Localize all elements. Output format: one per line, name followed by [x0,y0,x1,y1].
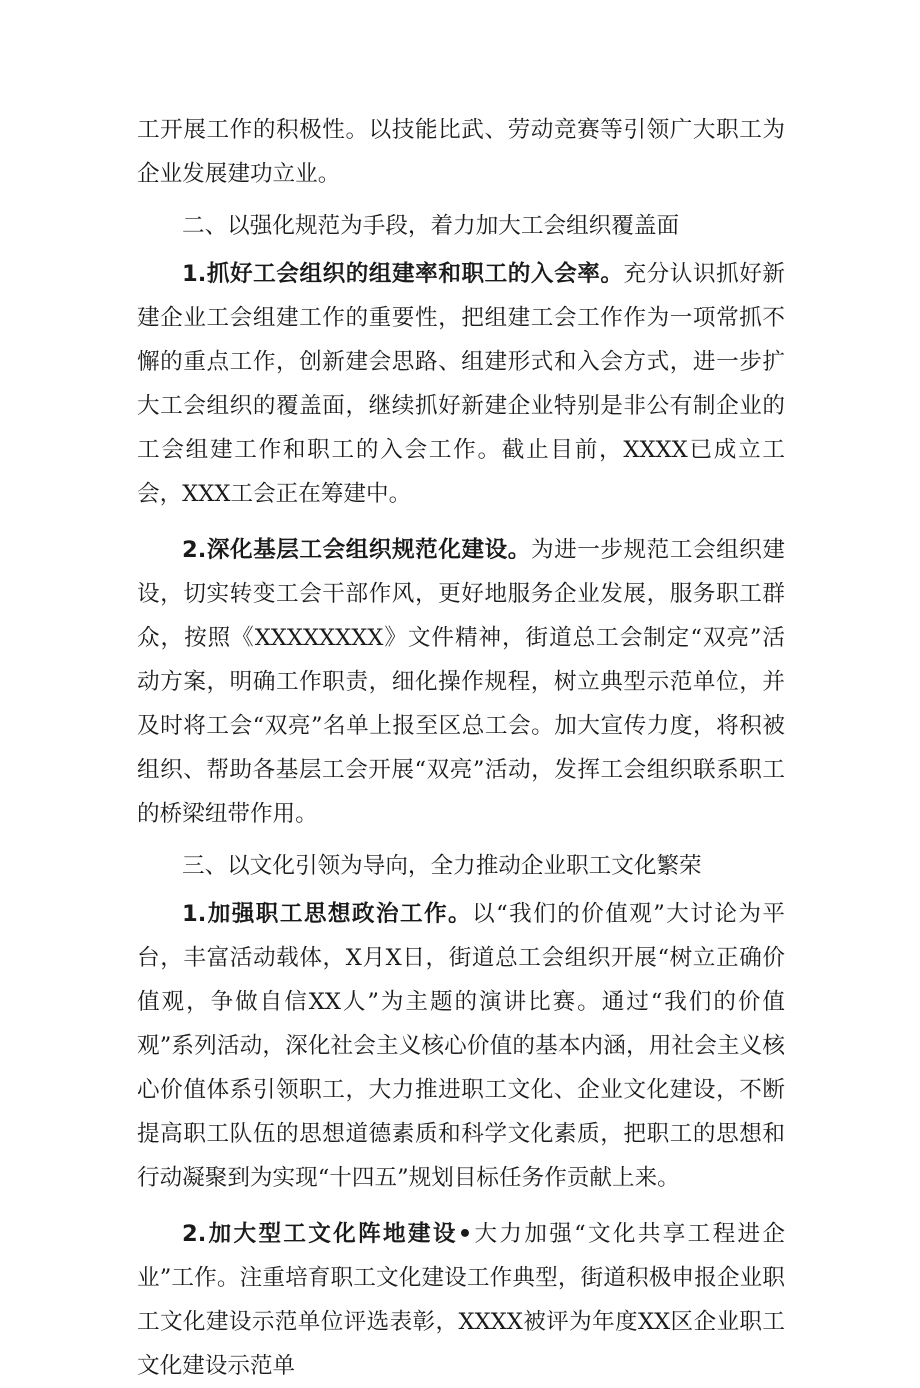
section-3-item-1-body: 以“我们的价值观”大讨论为平台，丰富活动载体，X月X日，街道总工会组织开展“树立正确价值观，争做自信XX人”为主题的演讲比赛。通过“我们的价值观”系列活动，深化社会主义核心价值的基本内涵，用社会主义核心价值体系引领职工，大力推进职工文化、企业文化建设，不断提高职工队伍的思想道德素质和科学文化素质，把职工的思想和行动凝聚到为实现“十四五”规划目标任务作贡献上来。 [137,901,785,1191]
section-2-item-2-title: 2.深化基层工会组织规范化建设。 [182,537,531,563]
section-2-paragraph-2 [137,528,785,836]
section-2-heading: 二、以强化规范为手段，着力加大工会组织覆盖面 [182,213,680,239]
intro-paragraph: 工开展工作的积极性。以技能比武、劳动竞赛等引领广大职工为企业发展建功立业。 [137,117,785,187]
section-3-item-2-body: 大力加强“文化共享工程进企业”工作。注重培育职工文化建设工作典型，街道积极申报企业职工文化建设示范单位评选表彰，XXXX被评为年度XX区企业职工文化建设示范单 [137,1221,785,1379]
section-3-item-2-title: 2.加大型工文化阵地建设• [182,1221,473,1247]
section-2-item-1-body: 充分认识抓好新建企业工会组建工作的重要性，把组建工会工作作为一项常抓不懈的重点工作，创新建会思路、组建形式和入会方式，进一步扩大工会组织的覆盖面，继续抓好新建企业特别是非公有制企业的工会组建工作和职工的入会工作。截止目前，XXXX已成立工会，XXX工会正在筹建中。 [137,261,785,507]
section-3-paragraph-1 [137,892,785,1200]
section-2-item-2-body: 为进一步规范工会组织建设，切实转变工会干部作风，更好地服务企业发展，服务职工群众，按照《XXXXXXXX》文件精神，街道总工会制定“双亮”活动方案，明确工作职责，细化操作规程，树立典型示范单位，并及时将工会“双亮”名单上报至区总工会。加大宣传力度，将积被组织、帮助各基层工会开展“双亮”活动，发挥工会组织联系职工的桥梁纽带作用。 [137,537,786,827]
section-3-heading: 三、以文化引领为导向，全力推动企业职工文化繁荣 [182,853,702,879]
document-body [137,108,785,1388]
section-2-paragraph-1 [137,252,785,516]
section-2-item-1-title: 1.抓好工会组织的组建率和职工的入会率。 [182,261,624,287]
section-3-item-1-title: 1.加强职工思想政治工作。 [182,901,473,927]
section-3-paragraph-2 [137,1212,785,1388]
